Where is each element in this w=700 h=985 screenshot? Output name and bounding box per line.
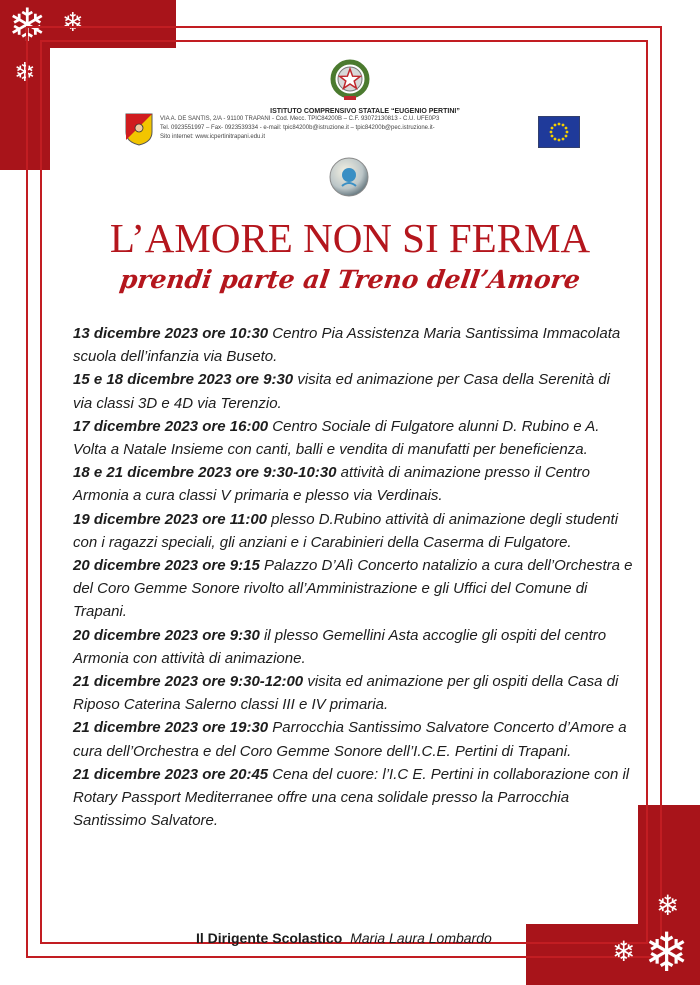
- school-website: Sito internet: www.icpertinitrapani.edu.it: [160, 134, 266, 140]
- event-item: [73, 670, 633, 716]
- event-date: 13 dicembre 2023 ore 10:30: [73, 325, 269, 342]
- event-item: [73, 415, 633, 461]
- event-description: Palazzo D’Alì Concerto natalizio a cura dell’Orchestra e del Coro Gemme Sonore rivolto all’Amministrazione e gli Uffici del Comune di Trapani.: [73, 557, 633, 621]
- event-date: 17 dicembre 2023 ore 16:00: [73, 417, 269, 435]
- event-description: Parrocchia Santissimo Salvatore Concerto d’Amore a cura dell’Orchestra e del Coro Gemme Sonore dell’I.C.E. Pertini di Trapani.: [73, 719, 627, 760]
- flyer-subtitle: prendi parte al Treno dell’Amore: [117, 265, 583, 294]
- school-contacts: Tel. 0923551997 – Fax- 0923539334 - e-mail: tpic84200b@istruzione.it – tpic84200b@pec.istruzione.it-: [160, 125, 435, 131]
- sicily-flag-icon: [124, 112, 154, 146]
- events-list: [73, 322, 633, 832]
- event-description: Centro Pia Assistenza Maria Santissima Immacolata scuola dell’infanzia via Buseto.: [73, 325, 621, 366]
- snowflake-icon: ❄: [8, 0, 47, 52]
- school-address: VIA A. DE SANTIS, 2/A - 91100 TRAPANI - Cod. Mecc. TPIC84200B – C.F. 93072130813 - C.U. UFE0P3: [160, 116, 440, 122]
- event-description: visita ed animazione per Casa della Serenità di via classi 3D e 4D via Terenzio.: [73, 371, 611, 412]
- event-date: 21 dicembre 2023 ore 20:45: [73, 765, 269, 783]
- event-item: [73, 554, 633, 624]
- event-item: [73, 763, 633, 833]
- event-item: [73, 508, 633, 554]
- event-date: 20 dicembre 2023 ore 9:30: [73, 626, 260, 644]
- event-description: visita ed animazione per gli ospiti della Casa di Riposo Caterina Salerno classi III e IV primaria.: [73, 673, 619, 714]
- signature-role: Il Dirigente Scolastico: [196, 930, 343, 946]
- event-date: 18 e 21 dicembre 2023 ore 9:30-10:30: [73, 464, 337, 482]
- event-date: 21 dicembre 2023 ore 19:30: [73, 719, 269, 737]
- school-globe-logo-icon: [328, 156, 370, 198]
- snowflake-icon: ❄: [612, 935, 636, 968]
- event-item: [73, 368, 633, 414]
- signature-line: [196, 930, 492, 946]
- event-description: attività di animazione presso il Centro Armonia a cura classi V primaria e plesso via Verdinais.: [73, 464, 590, 505]
- event-description: Centro Sociale di Fulgatore alunni D. Rubino e A. Volta a Natale Insieme con canti, balli e vendita di manufatti per beneficienza.: [73, 417, 600, 459]
- snowflake-icon: ❄: [14, 58, 36, 88]
- event-date: 21 dicembre 2023 ore 9:30-12:00: [73, 673, 304, 691]
- event-date: 15 e 18 dicembre 2023 ore 9:30: [73, 371, 294, 389]
- event-description: plesso D.Rubino attività di animazione degli studenti con i ragazzi speciali, gli anziani e i Carabinieri della Caserma di Fulgatore.: [73, 510, 619, 551]
- event-date: 19 dicembre 2023 ore 11:00: [73, 510, 268, 528]
- snowflake-icon: ❄: [656, 889, 680, 922]
- event-item: [73, 716, 633, 762]
- italian-republic-emblem-icon: [330, 58, 370, 102]
- event-date: 20 dicembre 2023 ore 9:15: [73, 557, 260, 575]
- snowflake-icon: ❄: [644, 921, 690, 984]
- event-item: [73, 624, 633, 670]
- school-name: ISTITUTO COMPRENSIVO STATALE “EUGENIO PERTINI”: [270, 108, 460, 115]
- eu-flag-icon: [538, 116, 580, 148]
- signature-name: Maria Laura Lombardo: [350, 930, 492, 946]
- event-item: [73, 461, 633, 507]
- snowflake-icon: ❄: [62, 8, 84, 38]
- flyer-title: L’AMORE NON SI FERMA: [109, 215, 591, 261]
- event-item: [73, 322, 633, 368]
- event-description: Cena del cuore: l’I.C E. Pertini in collaborazione con il Rotary Passport Mediterranee offre una cena solidale presso la Parrocchia Santissimo Salvatore.: [73, 765, 630, 830]
- event-description: il plesso Gemellini Asta accoglie gli ospiti del centro Armonia con attività di animazione.: [73, 626, 607, 667]
- school-header: [160, 108, 530, 142]
